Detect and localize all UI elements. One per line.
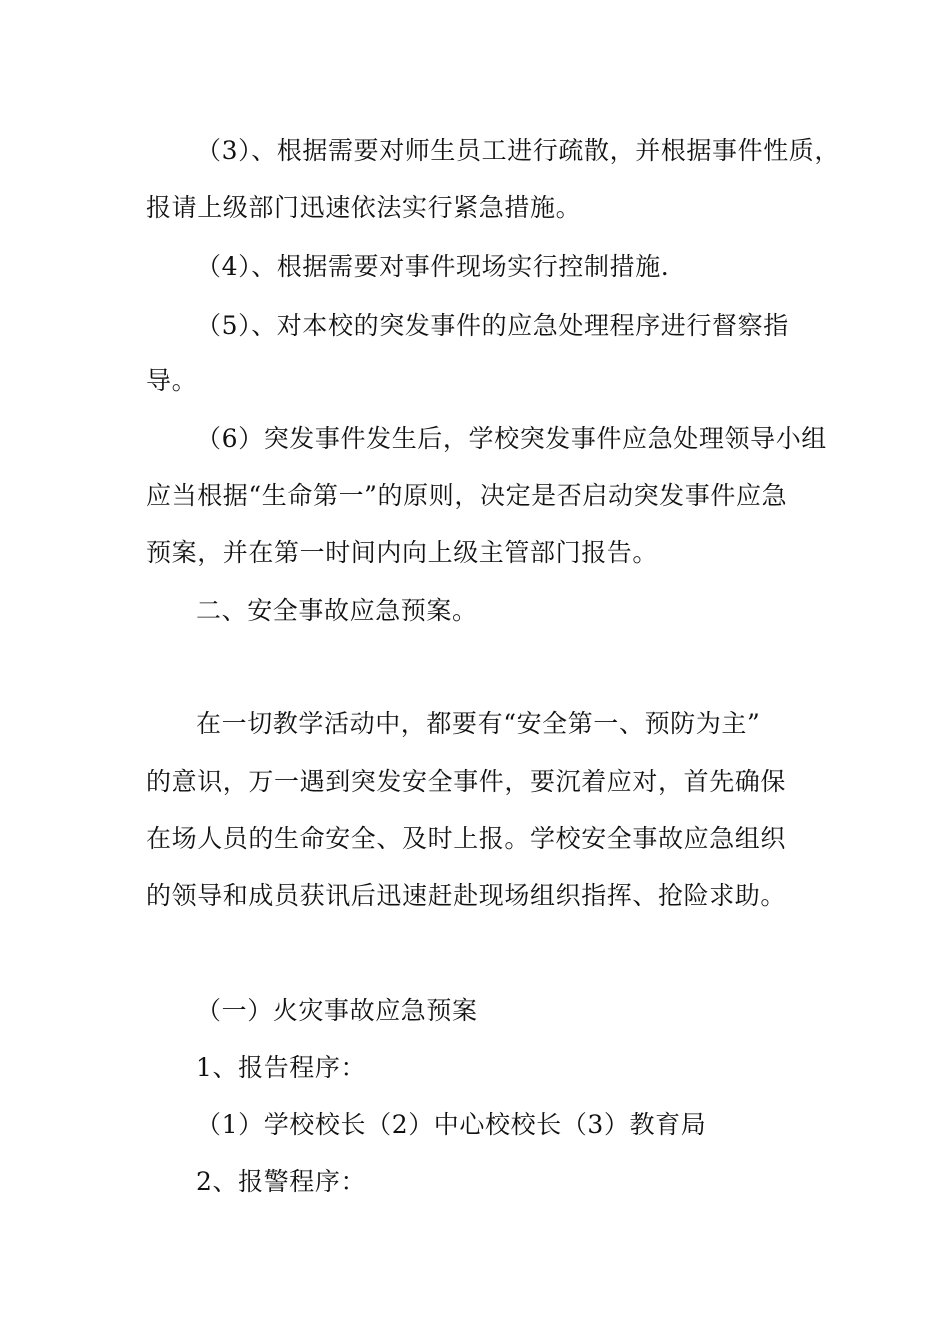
paragraph-line: 在一切教学活动中，都要有“安全第一、预防为主” <box>196 709 761 738</box>
list-item: （1）学校校长（2）中心校校长（3）教育局 <box>196 1110 707 1139</box>
paragraph-line: （6）突发事件发生后，学校突发事件应急处理领导小组 <box>196 424 827 453</box>
paragraph-line: 在场人员的生命安全、及时上报。学校安全事故应急组织 <box>146 824 787 853</box>
paragraph-line: （3）、根据需要对师生员工进行疏散，并根据事件性质， <box>196 136 841 165</box>
paragraph-line: 的领导和成员获讯后迅速赶赴现场组织指挥、抢险求助。 <box>146 881 787 910</box>
paragraph-line: 的意识，万一遇到突发安全事件，要沉着应对，首先确保 <box>146 767 787 796</box>
paragraph-line: （4）、根据需要对事件现场实行控制措施. <box>196 252 670 281</box>
paragraph-line: 预案，并在第一时间内向上级主管部门报告。 <box>146 538 659 567</box>
paragraph-line: 报请上级部门迅速依法实行紧急措施。 <box>146 193 582 222</box>
list-item: 1、报告程序： <box>196 1053 367 1082</box>
list-item: 2、报警程序： <box>196 1167 367 1196</box>
paragraph-line: 导。 <box>146 366 198 395</box>
section-heading: 二、安全事故应急预案。 <box>196 596 478 625</box>
subsection-heading: （一）火灾事故应急预案 <box>196 996 478 1025</box>
paragraph-line: 应当根据“生命第一”的原则，决定是否启动突发事件应急 <box>146 481 788 510</box>
paragraph-line: （5）、对本校的突发事件的应急处理程序进行督察指 <box>196 311 789 340</box>
